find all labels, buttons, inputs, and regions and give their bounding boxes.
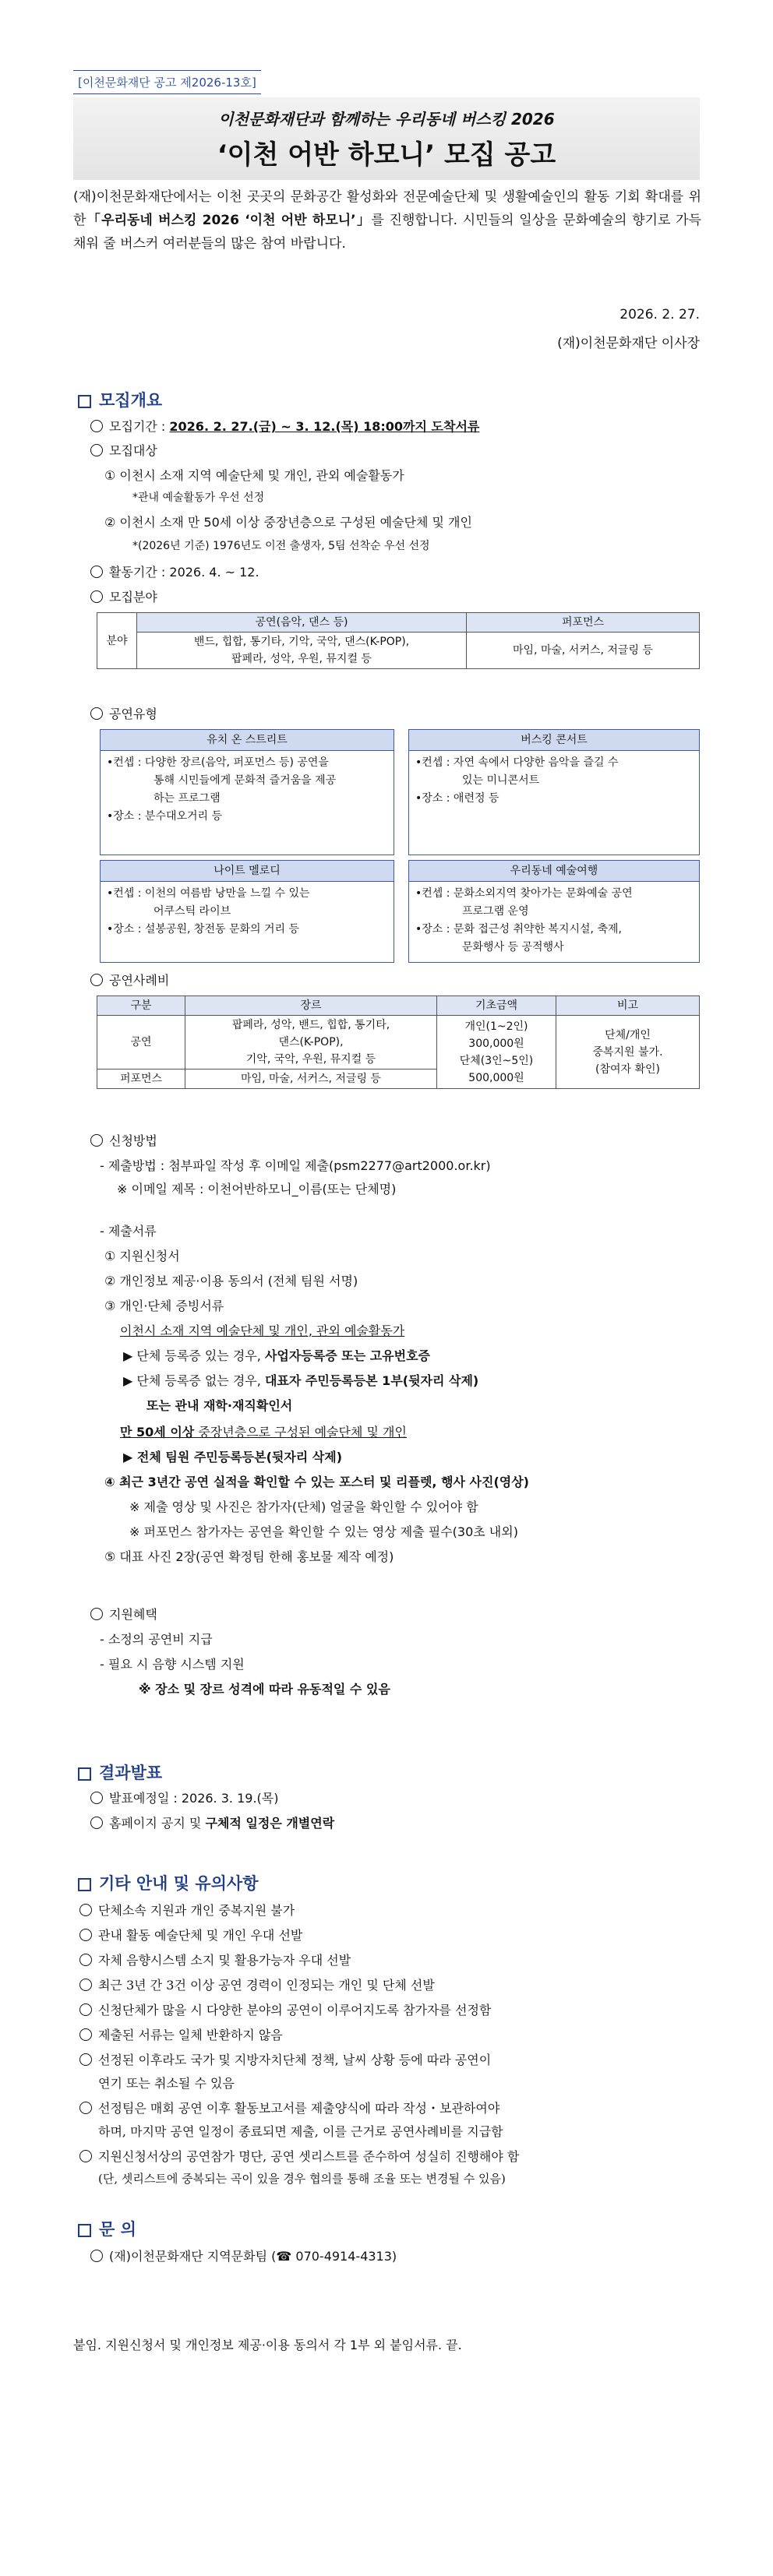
docs-label: - 제출서류 bbox=[100, 1224, 157, 1239]
circle-bullet-icon bbox=[79, 2102, 92, 2114]
note-item: 최근 3년 간 3건 이상 공연 경력이 인정되는 개인 및 단체 선발 bbox=[79, 1975, 435, 1993]
field-col-perform-art: 퍼포먼스 bbox=[467, 613, 700, 633]
note-item: 단체소속 지원과 개인 중복지원 불가 bbox=[79, 1901, 295, 1919]
result-date: 발표예정일 : 2026. 3. 19.(목) bbox=[90, 1788, 278, 1806]
circle-bullet-icon bbox=[79, 2028, 92, 2041]
doc-3-sub-senior: 만 50세 이상 중장년층으로 구성된 예술단체 및 개인 bbox=[120, 1425, 407, 1440]
circle-bullet-icon bbox=[79, 1929, 92, 1941]
fee-label: 공연사례비 bbox=[90, 971, 169, 988]
types-label: 공연유형 bbox=[90, 704, 157, 722]
doc-3-sub-local: 이천시 소재 지역 예술단체 및 개인, 관외 예술활동가 bbox=[120, 1323, 405, 1338]
target-note-2: *(2026년 기준) 1976년도 이전 출생자, 5팀 선착순 우선 선정 bbox=[132, 540, 430, 552]
circle-bullet-icon bbox=[90, 590, 103, 603]
square-bullet-icon bbox=[78, 1767, 91, 1781]
doc-3-or: 또는 관내 재학·재직확인서 bbox=[146, 1398, 293, 1413]
apply-label: 신청방법 bbox=[90, 1131, 157, 1149]
field-cell-performance: 밴드, 힙합, 통기타, 기악, 국악, 댄스(K-POP), 팝페라, 성악, 우원, 뮤지컬 등 bbox=[137, 633, 467, 669]
doc-1: ① 지원신청서 bbox=[104, 1249, 180, 1263]
note-item: 관내 활동 예술단체 및 개인 우대 선발 bbox=[79, 1926, 302, 1943]
fee-head-note: 비고 bbox=[556, 996, 700, 1016]
field-row-head: 분야 bbox=[97, 613, 137, 669]
fee-row2-type: 퍼포먼스 bbox=[97, 1070, 185, 1089]
circle-bullet-icon bbox=[90, 2250, 103, 2262]
fee-row2-genre: 마임, 마술, 서커스, 저글링 등 bbox=[185, 1070, 437, 1089]
activity-period: 활동기간 : 2026. 4. ~ 12. bbox=[90, 562, 259, 580]
doc-3-senior-docs: ▶ 전체 팀원 주민등록등본(뒷자리 삭제) bbox=[123, 1450, 343, 1464]
circle-bullet-icon bbox=[90, 1792, 103, 1804]
field-cell-perform-art: 마임, 마술, 서커스, 저글링 등 bbox=[467, 633, 700, 669]
type-box-c: 나이트 멜로디 •컨셉 : 이천의 여름밤 낭만을 느낄 수 있는 어쿠스틱 라이브 •장소 : 설봉공원, 창전동 문화의 거리 등 bbox=[100, 860, 394, 963]
circle-bullet-icon bbox=[79, 1979, 92, 1991]
doc-5: ⑤ 대표 사진 2장(공연 확정팀 한해 홍보물 제작 예정) bbox=[104, 1549, 394, 1564]
circle-bullet-icon bbox=[90, 566, 103, 578]
type-box-c-title: 나이트 멜로디 bbox=[101, 861, 394, 882]
circle-bullet-icon bbox=[90, 444, 103, 456]
contact-info: (재)이천문화재단 지역문화팀 (☎ 070-4914-4313) bbox=[90, 2247, 397, 2264]
issuer: (재)이천문화재단 이사장 bbox=[557, 336, 700, 351]
circle-bullet-icon bbox=[90, 420, 103, 432]
notice-number: [이천문화재단 공고 제2026-13호] bbox=[73, 70, 261, 94]
email-subject: ※ 이메일 제목 : 이천어반하모니_이름(또는 단체명) bbox=[117, 1182, 397, 1196]
circle-bullet-icon bbox=[90, 707, 103, 720]
type-box-b: 버스킹 콘서트 •컨셉 : 자연 속에서 다양한 음악을 즐길 수 있는 미니콘서트 •장소 : 애련정 등 bbox=[408, 729, 700, 855]
attachment-note: 붙임. 지원신청서 및 개인정보 제공·이용 동의서 각 1부 외 붙임서류. 끝. bbox=[73, 2338, 462, 2352]
doc-3-registered: ▶ 단체 등록증 있는 경우, 사업자등록증 또는 고유번호증 bbox=[123, 1348, 431, 1363]
target-note-1: *관내 예술활동가 우선 선정 bbox=[132, 492, 265, 504]
note-item-cont: 하며, 마지막 공연 일정이 종료되면 제출, 이를 근거로 공연사례비를 지급함 bbox=[98, 2124, 503, 2139]
field-table bbox=[97, 612, 700, 669]
fee-head-genre: 장르 bbox=[185, 996, 437, 1016]
square-bullet-icon bbox=[78, 1878, 91, 1891]
section-recruit-overview: 모집개요 bbox=[78, 388, 162, 411]
type-box-a: 유치 온 스트리트 •컨셉 : 다양한 장르(음악, 퍼포먼스 등) 공연을 통해 시민들에게 문화적 즐거움을 제공 하는 프로그램 •장소 : 분수대오거리 등 bbox=[100, 729, 394, 855]
recruit-period: 모집기간 : 2026. 2. 27.(금) ~ 3. 12.(목) 18:00까지 도착서류 bbox=[90, 417, 479, 435]
circle-bullet-icon bbox=[90, 974, 103, 986]
title-box bbox=[73, 97, 700, 180]
note-item: 지원신청서상의 공연참가 명단, 공연 셋리스트를 준수하여 성실히 진행해야 함 bbox=[79, 2147, 519, 2165]
circle-bullet-icon bbox=[79, 2003, 92, 2016]
note-item-cont: 연기 또는 취소될 수 있음 bbox=[98, 2076, 235, 2091]
type-box-b-title: 버스킹 콘서트 bbox=[409, 730, 699, 751]
fee-head-amount: 기초금액 bbox=[437, 996, 556, 1016]
type-box-a-title: 유치 온 스트리트 bbox=[101, 730, 394, 751]
notice-date: 2026. 2. 27. bbox=[619, 307, 700, 322]
circle-bullet-icon bbox=[79, 1954, 92, 1966]
fee-head-type: 구분 bbox=[97, 996, 185, 1016]
note-item: 자체 음향시스템 소지 및 활용가능자 우대 선발 bbox=[79, 1951, 351, 1968]
benefit-2: - 필요 시 음향 시스템 지원 bbox=[100, 1657, 245, 1672]
target-item-2: ② 이천시 소재 만 50세 이상 중장년층으로 구성된 예술단체 및 개인 bbox=[104, 515, 472, 530]
square-bullet-icon bbox=[78, 395, 91, 408]
note-item: 선정된 이후라도 국가 및 지방자치단체 정책, 날씨 상황 등에 따라 공연이 bbox=[79, 2050, 491, 2068]
circle-bullet-icon bbox=[79, 2053, 92, 2066]
benefit-1: - 소정의 공연비 지급 bbox=[100, 1632, 213, 1647]
fee-row1-type: 공연 bbox=[97, 1016, 185, 1070]
type-box-d: 우리동네 예술여행 •컨셉 : 문화소외지역 찾아가는 문화예술 공연 프로그램 운영 •장소 : 문화 접근성 취약한 복지시설, 축제, 문화행사 등 공적행사 bbox=[408, 860, 700, 963]
square-bullet-icon bbox=[78, 2224, 91, 2237]
fee-row1-genre: 팝페라, 성악, 밴드, 힙합, 통기타, 댄스(K-POP), 기악, 국악, 우원, 뮤지컬 등 bbox=[185, 1016, 437, 1070]
doc-4: ④ 최근 3년간 공연 실적을 확인할 수 있는 포스터 및 리플렛, 행사 사진(영상) bbox=[104, 1475, 529, 1489]
doc-3: ③ 개인·단체 증빙서류 bbox=[104, 1299, 224, 1313]
note-item: 제출된 서류는 일체 반환하지 않음 bbox=[79, 2025, 283, 2043]
benefit-label: 지원혜택 bbox=[90, 1605, 157, 1623]
doc-4-note-2: ※ 퍼포먼스 참가자는 공연을 확인할 수 있는 영상 제출 필수(30초 내외) bbox=[129, 1524, 518, 1539]
intro-paragraph: (재)이천문화재단에서는 이천 곳곳의 문화공간 활성화와 전문예술단체 및 생활예술인의 활동 기회 확대를 위한「우리동네 버스킹 2026 ‘이천 어반 하모니’」를 진행합니다. 시민들의 일상을 문화예술의 향기로 가득 채워 줄 버스커 여러분들의 많은 참여 바랍니다. bbox=[73, 189, 701, 252]
note-item: 선정팀은 매회 공연 이후 활동보고서를 제출양식에 따라 작성・보관하여야 bbox=[79, 2099, 499, 2116]
benefit-note: ※ 장소 및 장르 성격에 따라 유동적일 수 있음 bbox=[139, 1682, 390, 1697]
fee-table bbox=[97, 996, 700, 1089]
recruit-target: 모집대상 bbox=[90, 441, 157, 459]
note-item-cont: (단, 셋리스트에 중복되는 곡이 있을 경우 협의를 통해 조율 또는 변경될 수 있음) bbox=[98, 2172, 506, 2186]
fee-amount: 개인(1~2인) 300,000원 단체(3인~5인) 500,000원 bbox=[437, 1016, 556, 1089]
circle-bullet-icon bbox=[90, 1817, 103, 1829]
circle-bullet-icon bbox=[90, 1608, 103, 1620]
section-results: 결과발표 bbox=[78, 1760, 162, 1784]
target-item-1: ① 이천시 소재 지역 예술단체 및 개인, 관외 예술활동가 bbox=[104, 468, 404, 483]
page-title: ‘이천 어반 하모니’ 모집 공고 bbox=[217, 139, 556, 171]
doc-2: ② 개인정보 제공·이용 동의서 (전체 팀원 서명) bbox=[104, 1274, 358, 1288]
circle-bullet-icon bbox=[79, 1904, 92, 1916]
note-item: 신청단체가 많을 시 다양한 분야의 공연이 이루어지도록 참가자를 선정함 bbox=[79, 2000, 491, 2018]
fee-note: 단체/개인 중복지원 불가. (참여자 확인) bbox=[556, 1016, 700, 1089]
doc-3-unregistered: ▶ 단체 등록증 없는 경우, 대표자 주민등록등본 1부(뒷자리 삭제) bbox=[123, 1373, 479, 1388]
apply-method: - 제출방법 : 첨부파일 작성 후 이메일 제출(psm2277@art2000.or.kr) bbox=[100, 1158, 491, 1173]
field-label: 모집분야 bbox=[90, 587, 157, 605]
subtitle: 이천문화재단과 함께하는 우리동네 버스킹 2026 bbox=[218, 110, 555, 129]
circle-bullet-icon bbox=[90, 1134, 103, 1147]
type-box-d-title: 우리동네 예술여행 bbox=[409, 861, 699, 882]
field-col-performance: 공연(음악, 댄스 등) bbox=[137, 613, 467, 633]
section-contact: 문 의 bbox=[78, 2217, 136, 2240]
circle-bullet-icon bbox=[79, 2150, 92, 2162]
section-notes: 기타 안내 및 유의사항 bbox=[78, 1871, 259, 1894]
doc-4-note-1: ※ 제출 영상 및 사진은 참가자(단체) 얼굴을 확인할 수 있어야 함 bbox=[129, 1499, 478, 1514]
result-notice: 홈페이지 공지 및 구체적 일정은 개별연락 bbox=[90, 1813, 334, 1831]
